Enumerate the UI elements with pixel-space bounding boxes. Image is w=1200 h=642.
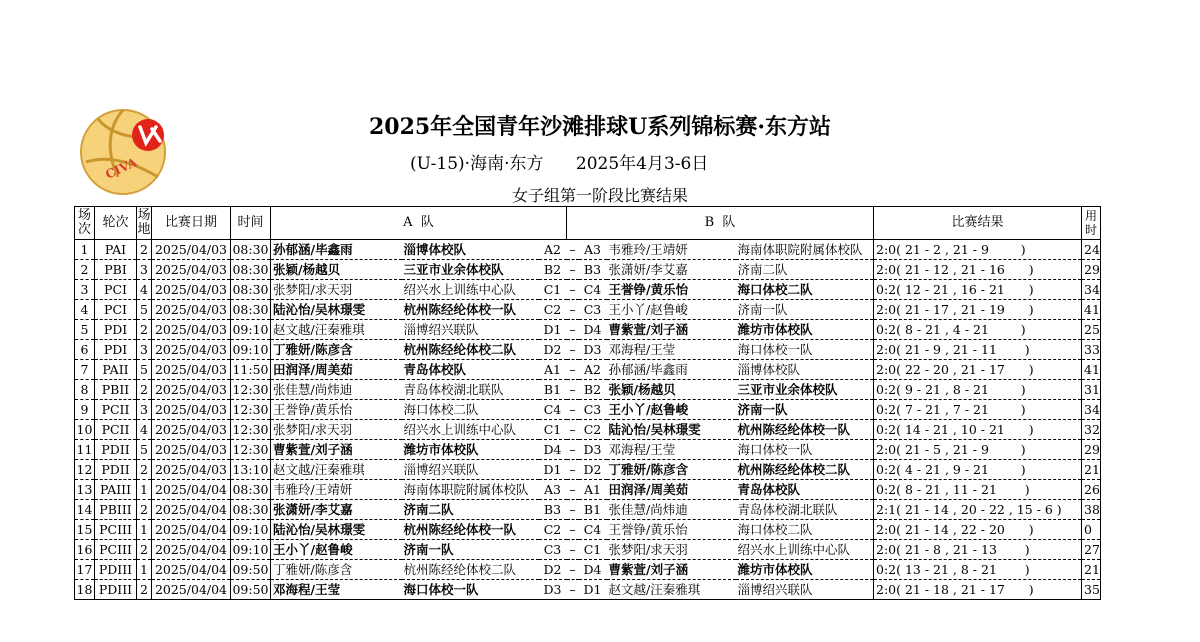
- round-cell: PDI: [95, 340, 137, 360]
- team-b-players: 丁雅妍/陈彦含: [607, 460, 736, 480]
- duration-cell: 41: [1082, 360, 1101, 380]
- vs-separator: –: [567, 380, 579, 400]
- vs-separator: –: [567, 500, 579, 520]
- team-a-code: C2: [539, 520, 567, 540]
- vs-separator: –: [567, 560, 579, 580]
- team-a-code: C1: [539, 420, 567, 440]
- team-a-players: 丁雅妍/陈彦含: [271, 340, 402, 360]
- round-cell: PDIII: [95, 560, 137, 580]
- team-b-name: 潍坊市体校队: [736, 320, 874, 340]
- court-cell: 2: [137, 380, 152, 400]
- match-number: 9: [75, 400, 95, 420]
- match-number: 14: [75, 500, 95, 520]
- match-number: 17: [75, 560, 95, 580]
- vs-separator: –: [567, 460, 579, 480]
- match-number: 1: [75, 240, 95, 260]
- round-cell: PDII: [95, 460, 137, 480]
- team-a-name: 潍坊市体校队: [402, 440, 539, 460]
- date-cell: 2025/04/03: [152, 260, 231, 280]
- team-b-name: 淄博绍兴联队: [736, 580, 874, 600]
- team-a-name: 绍兴水上训练中心队: [402, 280, 539, 300]
- team-b-name: 青岛体校湖北联队: [736, 500, 874, 520]
- header-team-a: A 队: [271, 207, 567, 240]
- team-a-name: 淄博体校队: [402, 240, 539, 260]
- team-a-code: D1: [539, 460, 567, 480]
- table-row: [75, 340, 1101, 360]
- table-row: [75, 500, 1101, 520]
- team-b-name: 绍兴水上训练中心队: [736, 540, 874, 560]
- results-table: [74, 206, 1101, 600]
- result-cell: 0:2( 7 - 21 , 7 - 21 ): [874, 400, 1082, 420]
- date-cell: 2025/04/04: [152, 580, 231, 600]
- round-cell: PCI: [95, 300, 137, 320]
- team-b-code: C4: [579, 280, 607, 300]
- date-cell: 2025/04/04: [152, 520, 231, 540]
- team-b-code: C1: [579, 540, 607, 560]
- team-a-code: B2: [539, 260, 567, 280]
- team-b-code: B3: [579, 260, 607, 280]
- match-number: 5: [75, 320, 95, 340]
- team-a-players: 张佳慧/尚炜迪: [271, 380, 402, 400]
- header-result: 比赛结果: [874, 207, 1082, 240]
- header-round: 轮次: [95, 207, 137, 240]
- result-cell: 2:0( 21 - 8 , 21 - 13 ): [874, 540, 1082, 560]
- table-row: [75, 520, 1101, 540]
- round-cell: PDII: [95, 440, 137, 460]
- court-cell: 4: [137, 420, 152, 440]
- header-duration: 用时: [1082, 207, 1101, 240]
- date-cell: 2025/04/03: [152, 440, 231, 460]
- team-b-code: A3: [579, 240, 607, 260]
- round-cell: PBI: [95, 260, 137, 280]
- time-cell: 12:30: [231, 440, 271, 460]
- team-b-players: 孙郁涵/毕鑫雨: [607, 360, 736, 380]
- date-cell: 2025/04/03: [152, 240, 231, 260]
- court-cell: 2: [137, 540, 152, 560]
- team-a-name: 杭州陈经纶体校一队: [402, 300, 539, 320]
- date-cell: 2025/04/03: [152, 320, 231, 340]
- result-cell: 2:0( 21 - 9 , 21 - 11 ): [874, 340, 1082, 360]
- time-cell: 13:10: [231, 460, 271, 480]
- vs-separator: –: [567, 320, 579, 340]
- table-header-row: [75, 207, 1101, 240]
- header-time: 时间: [231, 207, 271, 240]
- team-b-name: 杭州陈经纶体校一队: [736, 420, 874, 440]
- time-cell: 08:30: [231, 500, 271, 520]
- time-cell: 11:50: [231, 360, 271, 380]
- team-b-name: 潍坊市体校队: [736, 560, 874, 580]
- team-a-name: 济南一队: [402, 540, 539, 560]
- time-cell: 09:50: [231, 560, 271, 580]
- table-row: [75, 560, 1101, 580]
- result-cell: 2:0( 21 - 18 , 21 - 17 ): [874, 580, 1082, 600]
- team-a-name: 青岛体校湖北联队: [402, 380, 539, 400]
- date-cell: 2025/04/03: [152, 400, 231, 420]
- team-a-code: C2: [539, 300, 567, 320]
- time-cell: 09:10: [231, 540, 271, 560]
- round-cell: PAII: [95, 360, 137, 380]
- team-a-players: 曹紫萱/刘子涵: [271, 440, 402, 460]
- result-cell: 2:0( 21 - 5 , 21 - 9 ): [874, 440, 1082, 460]
- team-a-players: 赵文越/汪秦雅琪: [271, 460, 402, 480]
- court-cell: 2: [137, 580, 152, 600]
- duration-cell: 24: [1082, 240, 1101, 260]
- team-a-code: B3: [539, 500, 567, 520]
- team-a-name: 绍兴水上训练中心队: [402, 420, 539, 440]
- table-row: [75, 420, 1101, 440]
- team-a-players: 孙郁涵/毕鑫雨: [271, 240, 402, 260]
- time-cell: 08:30: [231, 240, 271, 260]
- table-row: [75, 360, 1101, 380]
- team-a-code: C4: [539, 400, 567, 420]
- result-cell: 2:0( 21 - 2 , 21 - 9 ): [874, 240, 1082, 260]
- table-row: [75, 320, 1101, 340]
- team-a-name: 青岛体校队: [402, 360, 539, 380]
- date-cell: 2025/04/03: [152, 300, 231, 320]
- duration-cell: 41: [1082, 300, 1101, 320]
- team-a-code: B1: [539, 380, 567, 400]
- header-date: 比赛日期: [152, 207, 231, 240]
- team-b-name: 海口体校二队: [736, 520, 874, 540]
- round-cell: PCI: [95, 280, 137, 300]
- court-cell: 1: [137, 560, 152, 580]
- duration-cell: 27: [1082, 540, 1101, 560]
- header-court: 场地: [137, 207, 152, 240]
- court-cell: 2: [137, 500, 152, 520]
- team-b-players: 田润泽/周美茹: [607, 480, 736, 500]
- team-b-name: 青岛体校队: [736, 480, 874, 500]
- team-a-players: 张梦阳/求天羽: [271, 420, 402, 440]
- team-a-players: 张潇妍/李艾嘉: [271, 500, 402, 520]
- vs-separator: –: [567, 280, 579, 300]
- duration-cell: 31: [1082, 380, 1101, 400]
- time-cell: 09:50: [231, 580, 271, 600]
- team-b-players: 邓海程/王莹: [607, 340, 736, 360]
- time-cell: 12:30: [231, 420, 271, 440]
- vs-separator: –: [567, 240, 579, 260]
- team-b-name: 杭州陈经纶体校二队: [736, 460, 874, 480]
- court-cell: 2: [137, 240, 152, 260]
- time-cell: 09:10: [231, 320, 271, 340]
- date-cell: 2025/04/03: [152, 420, 231, 440]
- vs-separator: –: [567, 480, 579, 500]
- team-b-name: 海口体校一队: [736, 440, 874, 460]
- time-cell: 12:30: [231, 400, 271, 420]
- court-cell: 5: [137, 360, 152, 380]
- court-cell: 2: [137, 320, 152, 340]
- result-cell: 2:0( 21 - 14 , 22 - 20 ): [874, 520, 1082, 540]
- time-cell: 09:10: [231, 340, 271, 360]
- team-a-players: 陆沁怡/吴林璟雯: [271, 300, 402, 320]
- vs-separator: –: [567, 580, 579, 600]
- team-b-players: 张梦阳/求天羽: [607, 540, 736, 560]
- team-a-name: 杭州陈经纶体校二队: [402, 340, 539, 360]
- team-b-code: C2: [579, 420, 607, 440]
- time-cell: 12:30: [231, 380, 271, 400]
- round-cell: PDI: [95, 320, 137, 340]
- page-title: 2025年全国青年沙滩排球U系列锦标赛·东方站: [368, 114, 832, 140]
- vs-separator: –: [567, 420, 579, 440]
- team-b-players: 王小丫/赵鲁峻: [607, 400, 736, 420]
- table-row: [75, 440, 1101, 460]
- round-cell: PCIII: [95, 520, 137, 540]
- team-a-name: 三亚市业余体校队: [402, 260, 539, 280]
- team-a-players: 王小丫/赵鲁峻: [271, 540, 402, 560]
- round-cell: PDIII: [95, 580, 137, 600]
- court-cell: 5: [137, 300, 152, 320]
- team-a-name: 海口体校一队: [402, 580, 539, 600]
- team-b-code: A1: [579, 480, 607, 500]
- team-b-code: B2: [579, 380, 607, 400]
- team-b-code: D3: [579, 340, 607, 360]
- vs-separator: –: [567, 400, 579, 420]
- duration-cell: 0: [1082, 520, 1101, 540]
- team-b-players: 曹紫萱/刘子涵: [607, 320, 736, 340]
- date-cell: 2025/04/03: [152, 340, 231, 360]
- time-cell: 08:30: [231, 300, 271, 320]
- result-cell: 0:2( 9 - 21 , 8 - 21 ): [874, 380, 1082, 400]
- date-cell: 2025/04/03: [152, 460, 231, 480]
- vs-separator: –: [567, 540, 579, 560]
- duration-cell: 32: [1082, 420, 1101, 440]
- team-a-name: 淄博绍兴联队: [402, 460, 539, 480]
- result-cell: 2:1( 21 - 14 , 20 - 22 , 15 - 6 ): [874, 500, 1082, 520]
- round-cell: PCII: [95, 400, 137, 420]
- team-b-players: 张潇妍/李艾嘉: [607, 260, 736, 280]
- result-cell: 0:2( 14 - 21 , 10 - 21 ): [874, 420, 1082, 440]
- time-cell: 08:30: [231, 480, 271, 500]
- table-row: [75, 400, 1101, 420]
- round-cell: PBIII: [95, 500, 137, 520]
- team-b-players: 邓海程/王莹: [607, 440, 736, 460]
- team-b-code: D4: [579, 560, 607, 580]
- date-cell: 2025/04/04: [152, 500, 231, 520]
- duration-cell: 33: [1082, 340, 1101, 360]
- team-a-players: 邓海程/王莹: [271, 580, 402, 600]
- team-b-code: C4: [579, 520, 607, 540]
- team-b-name: 三亚市业余体校队: [736, 380, 874, 400]
- round-cell: PAIII: [95, 480, 137, 500]
- team-b-players: 王誉铮/黄乐怡: [607, 520, 736, 540]
- team-b-code: B1: [579, 500, 607, 520]
- team-a-name: 济南二队: [402, 500, 539, 520]
- duration-cell: 35: [1082, 580, 1101, 600]
- table-row: [75, 580, 1101, 600]
- court-cell: 2: [137, 460, 152, 480]
- header-match: 场次: [75, 207, 95, 240]
- team-a-players: 田润泽/周美茹: [271, 360, 402, 380]
- team-b-name: 海南体职院附属体校队: [736, 240, 874, 260]
- team-b-code: D4: [579, 320, 607, 340]
- team-a-code: D1: [539, 320, 567, 340]
- result-cell: 0:2( 8 - 21 , 11 - 21 ): [874, 480, 1082, 500]
- match-number: 15: [75, 520, 95, 540]
- match-number: 13: [75, 480, 95, 500]
- table-row: [75, 460, 1101, 480]
- result-cell: 0:2( 12 - 21 , 16 - 21 ): [874, 280, 1082, 300]
- court-cell: 3: [137, 260, 152, 280]
- table-row: [75, 260, 1101, 280]
- match-number: 11: [75, 440, 95, 460]
- team-a-code: D2: [539, 340, 567, 360]
- duration-cell: 34: [1082, 400, 1101, 420]
- team-b-players: 曹紫萱/刘子涵: [607, 560, 736, 580]
- date-cell: 2025/04/04: [152, 560, 231, 580]
- result-cell: 0:2( 4 - 21 , 9 - 21 ): [874, 460, 1082, 480]
- vs-separator: –: [567, 340, 579, 360]
- team-a-code: D4: [539, 440, 567, 460]
- team-b-players: 赵文越/汪秦雅琪: [607, 580, 736, 600]
- duration-cell: 34: [1082, 280, 1101, 300]
- team-b-name: 淄博体校队: [736, 360, 874, 380]
- team-b-players: 韦雅玲/王靖妍: [607, 240, 736, 260]
- result-cell: 2:0( 22 - 20 , 21 - 17 ): [874, 360, 1082, 380]
- team-a-players: 陆沁怡/吴林璟雯: [271, 520, 402, 540]
- team-b-name: 济南一队: [736, 400, 874, 420]
- team-a-code: D2: [539, 560, 567, 580]
- team-b-players: 陆沁怡/吴林璟雯: [607, 420, 736, 440]
- duration-cell: 29: [1082, 440, 1101, 460]
- round-cell: PAI: [95, 240, 137, 260]
- team-b-name: 济南一队: [736, 300, 874, 320]
- match-number: 10: [75, 420, 95, 440]
- svg-text:CIVA: CIVA: [103, 155, 140, 182]
- match-number: 3: [75, 280, 95, 300]
- result-cell: 2:0( 21 - 12 , 21 - 16 ): [874, 260, 1082, 280]
- duration-cell: 21: [1082, 460, 1101, 480]
- time-cell: 08:30: [231, 260, 271, 280]
- team-a-name: 淄博绍兴联队: [402, 320, 539, 340]
- match-number: 4: [75, 300, 95, 320]
- result-cell: 2:0( 21 - 17 , 21 - 19 ): [874, 300, 1082, 320]
- duration-cell: 21: [1082, 560, 1101, 580]
- match-number: 16: [75, 540, 95, 560]
- header-team-b: B 队: [567, 207, 874, 240]
- result-cell: 0:2( 13 - 21 , 8 - 21 ): [874, 560, 1082, 580]
- team-a-code: A3: [539, 480, 567, 500]
- date-cell: 2025/04/04: [152, 540, 231, 560]
- section-title: 女子组第一阶段比赛结果: [511, 186, 688, 205]
- court-cell: 1: [137, 520, 152, 540]
- team-a-name: 杭州陈经纶体校一队: [402, 520, 539, 540]
- match-number: 8: [75, 380, 95, 400]
- match-number: 7: [75, 360, 95, 380]
- team-a-code: A1: [539, 360, 567, 380]
- team-a-name: 海南体职院附属体校队: [402, 480, 539, 500]
- duration-cell: 29: [1082, 260, 1101, 280]
- team-a-players: 丁雅妍/陈彦含: [271, 560, 402, 580]
- vs-separator: –: [567, 360, 579, 380]
- duration-cell: 38: [1082, 500, 1101, 520]
- team-b-code: C3: [579, 300, 607, 320]
- match-number: 18: [75, 580, 95, 600]
- court-cell: 5: [137, 440, 152, 460]
- date-cell: 2025/04/03: [152, 280, 231, 300]
- team-a-code: C3: [539, 540, 567, 560]
- date-cell: 2025/04/04: [152, 480, 231, 500]
- team-b-name: 海口体校二队: [736, 280, 874, 300]
- result-cell: 0:2( 8 - 21 , 4 - 21 ): [874, 320, 1082, 340]
- court-cell: 4: [137, 280, 152, 300]
- team-b-code: D3: [579, 440, 607, 460]
- match-number: 2: [75, 260, 95, 280]
- time-cell: 08:30: [231, 280, 271, 300]
- court-cell: 1: [137, 480, 152, 500]
- table-row: [75, 280, 1101, 300]
- duration-cell: 25: [1082, 320, 1101, 340]
- table-row: [75, 240, 1101, 260]
- match-number: 6: [75, 340, 95, 360]
- court-cell: 3: [137, 400, 152, 420]
- team-a-players: 赵文越/汪秦雅琪: [271, 320, 402, 340]
- vs-separator: –: [567, 260, 579, 280]
- team-a-players: 王誉铮/黄乐怡: [271, 400, 402, 420]
- team-b-code: D1: [579, 580, 607, 600]
- date-cell: 2025/04/03: [152, 380, 231, 400]
- team-b-players: 张佳慧/尚炜迪: [607, 500, 736, 520]
- vs-separator: –: [567, 520, 579, 540]
- team-a-code: A2: [539, 240, 567, 260]
- duration-cell: 26: [1082, 480, 1101, 500]
- team-b-code: D2: [579, 460, 607, 480]
- team-a-name: 杭州陈经纶体校二队: [402, 560, 539, 580]
- table-row: [75, 540, 1101, 560]
- team-b-name: 海口体校一队: [736, 340, 874, 360]
- table-row: [75, 300, 1101, 320]
- vs-separator: –: [567, 300, 579, 320]
- table-row: [75, 480, 1101, 500]
- page-subtitle: (U-15)·海南·东方 2025年4月3-6日: [410, 154, 709, 174]
- court-cell: 3: [137, 340, 152, 360]
- round-cell: PCIII: [95, 540, 137, 560]
- team-b-name: 济南二队: [736, 260, 874, 280]
- team-b-code: C3: [579, 400, 607, 420]
- team-a-players: 张颖/杨越贝: [271, 260, 402, 280]
- round-cell: PBII: [95, 380, 137, 400]
- table-row: [75, 380, 1101, 400]
- team-a-players: 韦雅玲/王靖妍: [271, 480, 402, 500]
- date-cell: 2025/04/03: [152, 360, 231, 380]
- time-cell: 09:10: [231, 520, 271, 540]
- team-b-players: 王小丫/赵鲁峻: [607, 300, 736, 320]
- round-cell: PCII: [95, 420, 137, 440]
- match-number: 12: [75, 460, 95, 480]
- team-a-code: C1: [539, 280, 567, 300]
- vs-separator: –: [567, 440, 579, 460]
- team-a-name: 海口体校二队: [402, 400, 539, 420]
- team-b-players: 张颖/杨越贝: [607, 380, 736, 400]
- team-a-code: D3: [539, 580, 567, 600]
- team-a-players: 张梦阳/求天羽: [271, 280, 402, 300]
- team-b-players: 王誉铮/黄乐怡: [607, 280, 736, 300]
- team-b-code: A2: [579, 360, 607, 380]
